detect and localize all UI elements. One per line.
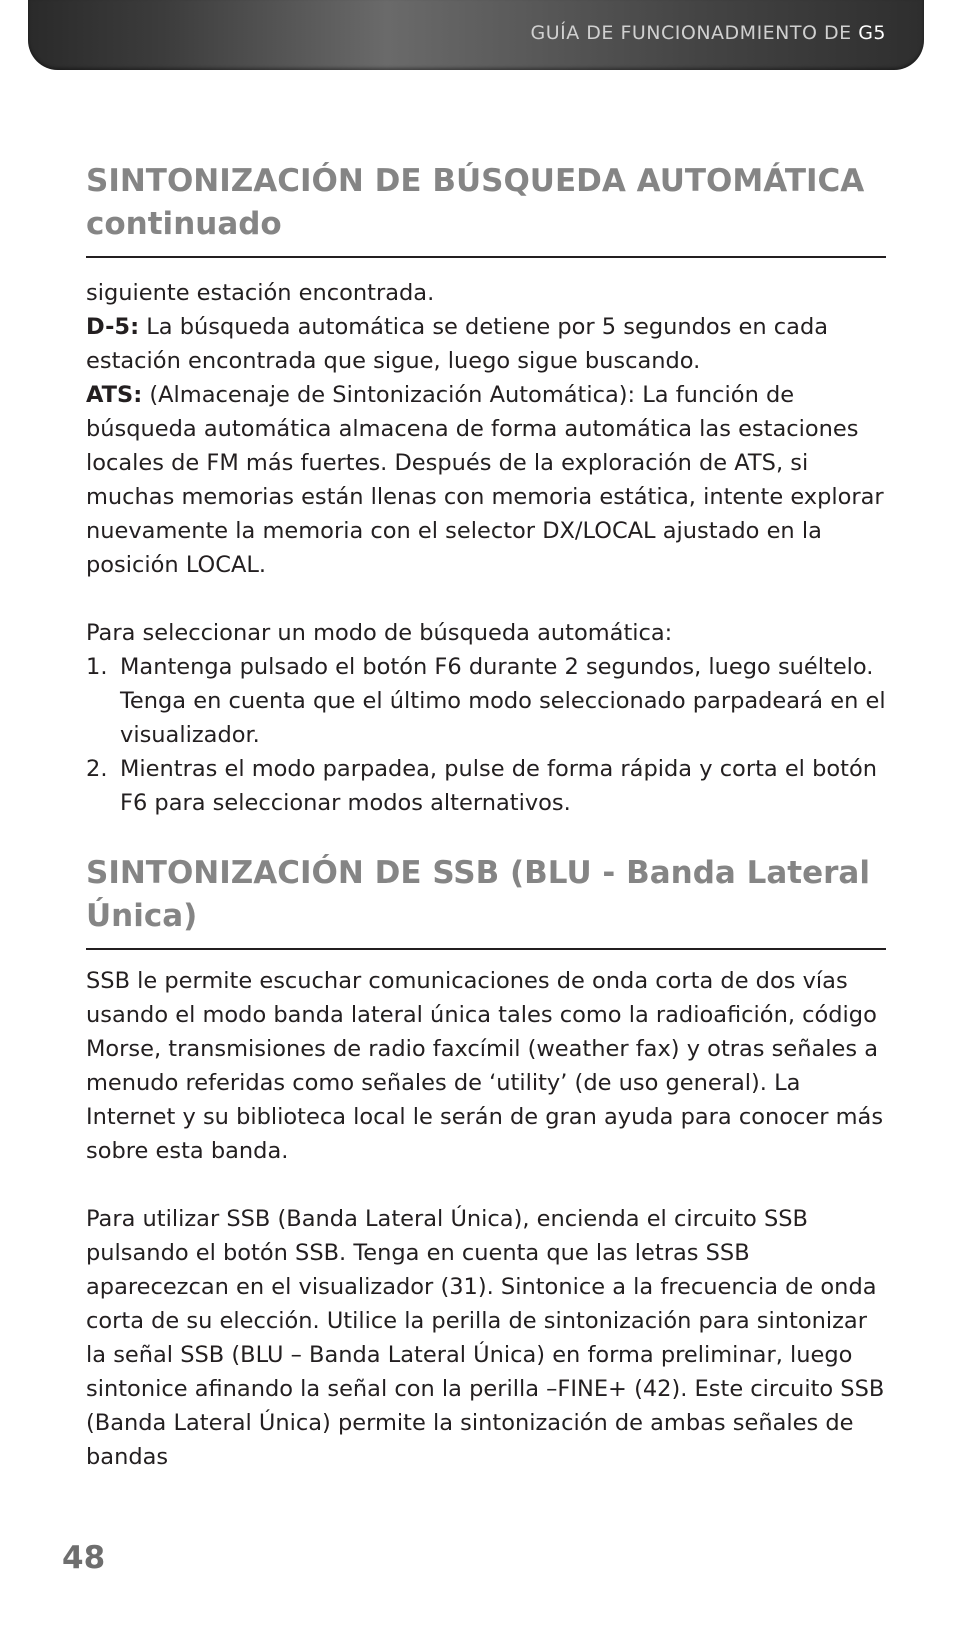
ssb-paragraph-2: Para utilizar SSB (Banda Lateral Única), encienda el circuito SSB pulsando el botón SSB. Tenga en cuenta que las letras SSB aparecezcan en el visualizador (31). Sintonice a la frecuencia de onda corta de su elección. Utilice la perilla de sintonización para sintonizar la señal SSB (BLU – Banda Lateral Única) en forma preliminar, luego sintonice afinando la señal con la perilla –FINE+ (42). Este circuito SSB (Banda Lateral Única) permite la sintonización de ambas señales de bandas <box>86 1206 885 1470</box>
steps-intro: Para seleccionar un modo de búsqueda automática: <box>86 620 673 646</box>
d5-paragraph <box>86 310 886 378</box>
page-header-bar <box>28 0 924 70</box>
ats-paragraph <box>86 378 886 582</box>
step-number: 2. <box>86 756 108 782</box>
step-text: Mientras el modo parpadea, pulse de forma rápida y corta el botón F6 para seleccionar modos alternativos. <box>120 756 877 816</box>
ats-text: (Almacenaje de Sintonización Automática): La función de búsqueda automática almacena de forma automática las estaciones locales de FM más fuertes. Después de la exploración de ATS, si muchas memorias están llenas con memoria estática, intente explorar nuevamente la memoria con el selector DX/LOCAL ajustado en la posición LOCAL. <box>86 382 884 578</box>
intro-text: siguiente estación encontrada. <box>86 280 435 306</box>
steps-list <box>86 650 886 820</box>
section-title-line2: continuado <box>86 206 282 242</box>
section-auto-scan <box>86 160 886 820</box>
section-title-ssb <box>86 852 886 950</box>
page-number: 48 <box>62 1540 106 1576</box>
d5-text: La búsqueda automática se detiene por 5 segundos en cada estación encontrada que sigue, luego sigue buscando. <box>86 314 829 374</box>
step-number: 1. <box>86 654 108 680</box>
header-title-text: GUÍA DE FUNCIONADMIENTO DE <box>530 22 852 44</box>
ats-term: ATS: <box>86 382 143 408</box>
section-title-line1: SINTONIZACIÓN DE BÚSQUEDA AUTOMÁTICA <box>86 163 865 199</box>
section-title-line1: SINTONIZACIÓN DE SSB (BLU - Banda Lateral <box>86 855 870 891</box>
ssb-paragraph-1: SSB le permite escuchar comunicaciones de onda corta de dos vías usando el modo banda lateral única tales como la radioafición, código Morse, transmisiones de radio faxcímil (weather fax) y otras señales a menudo referidas como señales de ‘utility’ (de uso general). La Internet y su biblioteca local le serán de gran ayuda para conocer más sobre esta banda. <box>86 968 884 1164</box>
header-title <box>531 22 886 44</box>
section-title-line2: Única) <box>86 898 198 934</box>
step-text: Mantenga pulsado el botón F6 durante 2 segundos, luego suéltelo. Tenga en cuenta que el último modo seleccionado parpadeará en el visualizador. <box>120 654 886 748</box>
section-title-auto-scan <box>86 160 886 258</box>
list-item <box>86 650 886 752</box>
list-item <box>86 752 886 820</box>
header-model: G5 <box>858 22 886 44</box>
d5-term: D-5: <box>86 314 140 340</box>
section-ssb <box>86 852 886 1474</box>
